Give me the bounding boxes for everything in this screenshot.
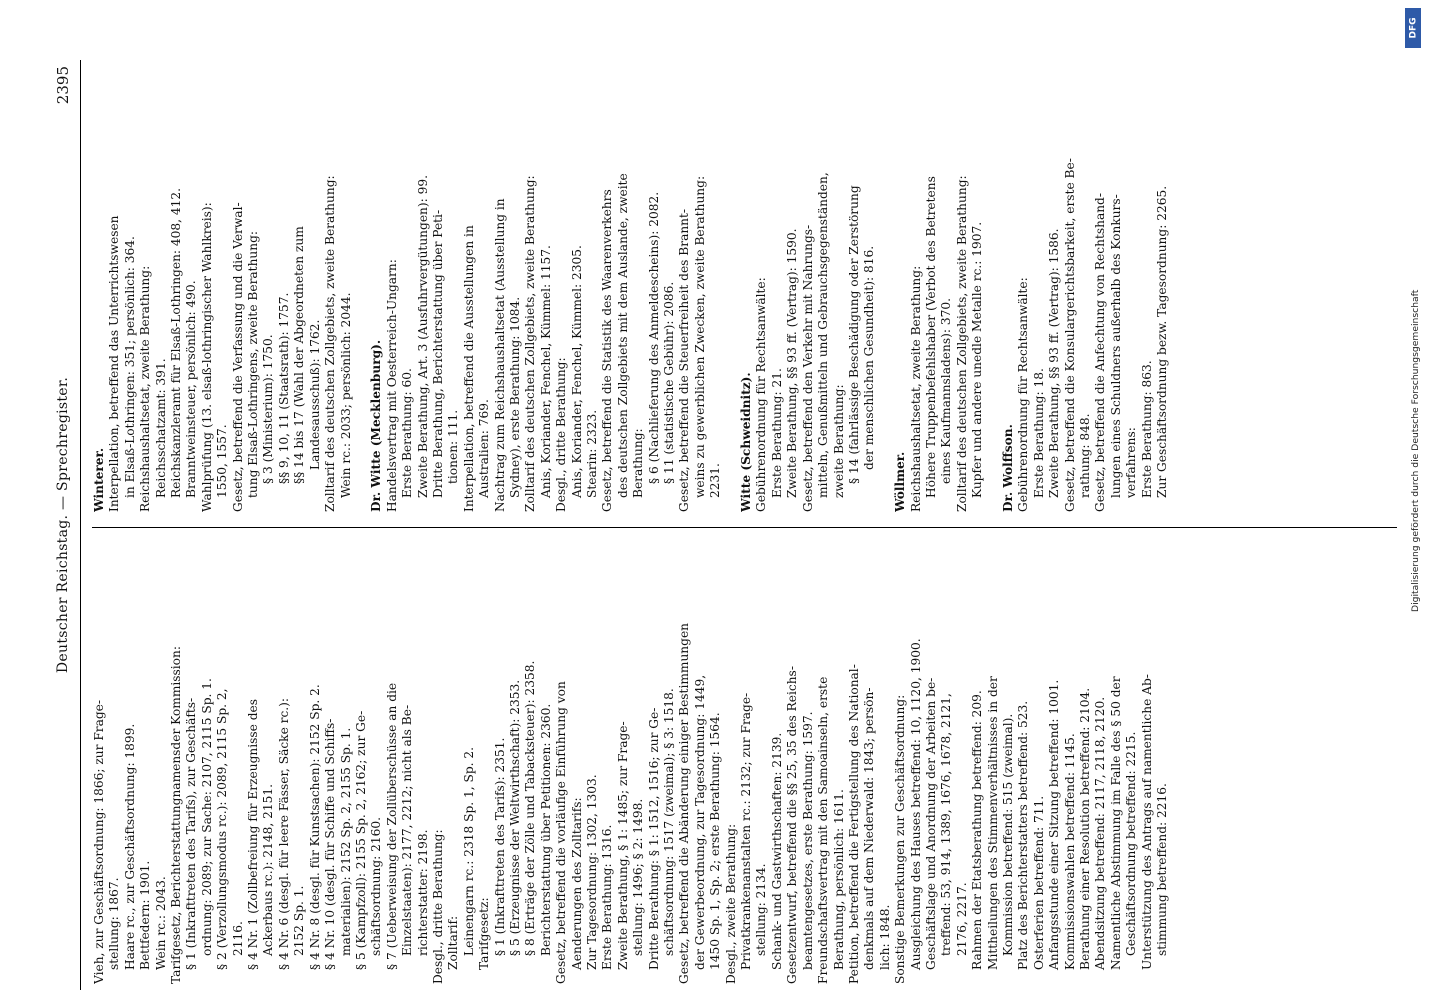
- register-line: Stearin: 2323.: [585, 409, 599, 498]
- register-line: Erste Berathung: 863.: [1139, 360, 1154, 498]
- register-line: § 6 (Nachlieferung des Anmeldescheins): 2082.: [646, 191, 661, 484]
- register-line: Handelsvertrag mit Oesterreich-Ungarn:: [384, 259, 399, 512]
- register-line: Leinengarn rc.: 2318 Sp. 1, Sp. 2.: [461, 746, 476, 956]
- dfg-logo: [1405, 8, 1421, 48]
- speaker-heading: Witte (Schweidnitz).: [739, 372, 754, 512]
- register-line: [724, 67, 739, 512]
- register-line: richterstatter: 2198.: [415, 829, 430, 956]
- register-line: § 1 (Inkrafttreten des Tarifs), zur Geschäfts-: [184, 697, 199, 970]
- register-line: Australien: 769.: [477, 399, 492, 498]
- register-line: Nachtrag zum Reichshaushaltsetat (Ausstellung in: [492, 198, 507, 512]
- register-line: Berathung, persönlich: 1611.: [831, 789, 846, 970]
- register-line: Aenderungen des Zolltarifs:: [569, 797, 584, 970]
- register-line: Unterstützung des Antrags auf namentliche Ab-: [1139, 674, 1154, 970]
- register-line: Geschäftsordnung betreffend: 2215.: [1124, 731, 1139, 956]
- register-line: § 4 Nr. 8 (desgl. für Kunstsachen): 2152 Sp. 2.: [307, 684, 322, 970]
- register-line: Zweite Berathung, § 1: 1485; zur Frage-: [615, 721, 630, 970]
- register-line: der menschlichen Gesundheit): 816.: [862, 245, 877, 470]
- register-line: Gebührenordnung für Rechtsanwälte:: [754, 277, 769, 512]
- speaker-heading: Dr. Witte (Mecklenburg).: [369, 339, 384, 512]
- register-line: Reichshaushaltsetat, zweite Berathung:: [138, 265, 153, 512]
- register-line: stellung: 1496; § 2: 1498.: [631, 798, 646, 956]
- right-column: [92, 67, 1170, 512]
- register-line: Sonstige Bemerkungen zur Geschäftsordnung:: [893, 694, 908, 984]
- register-line: Wein rc.: 2033; persönlich: 2044.: [338, 292, 353, 498]
- register-line: verfahrens:: [1124, 427, 1139, 498]
- register-line: Erste Berathung: 1316.: [600, 824, 615, 970]
- register-line: §§ 9, 10, 11 (Staatsrath): 1757.: [276, 292, 291, 484]
- register-line: Gesetzentwurf, betreffend die §§ 25, 35 des Reichs-: [785, 666, 800, 984]
- register-line: Zweite Berathung, §§ 93 ff. (Vertrag): 1590.: [785, 228, 800, 498]
- register-line: zweite Berathung:: [831, 384, 846, 498]
- register-line: [878, 67, 893, 512]
- register-line: Gesetz, betreffend die Statistik des Waarenverkehrs: [600, 189, 615, 512]
- register-line: Anis, Koriander, Fenchel, Kümmel: 2305.: [569, 245, 584, 498]
- register-line: Gebührenordnung für Rechtsanwälte:: [1016, 277, 1031, 512]
- register-line: [986, 67, 1001, 512]
- page-number: 2395: [54, 66, 72, 105]
- register-line: Zweite Berathung, Art. 3 (Ausfuhrvergütungen): 99.: [415, 175, 430, 498]
- register-line: schäftsordnung: 2160.: [369, 816, 384, 956]
- column-divider: [92, 527, 1397, 528]
- register-line: § 7 (Ueberweisung der Zollüberschüsse an die: [384, 682, 399, 970]
- register-line: § 11 (statistische Gebühr): 2086.: [662, 281, 677, 484]
- register-line: Erste Berathung: 18.: [1031, 368, 1046, 498]
- register-line: Rahmen der Etatsberathung betreffend: 209.: [970, 690, 985, 970]
- register-line: Kommissionswahlen betreffend: 1145.: [1062, 733, 1077, 970]
- register-line: Vieh, zur Geschäftsordnung: 1866; zur Frage-: [92, 699, 106, 984]
- register-line: rathung: 848.: [1078, 413, 1092, 498]
- register-line: lich: 1848.: [877, 904, 892, 970]
- speaker-heading: Dr. Wolffson.: [1000, 424, 1015, 512]
- register-line: materialien): 2152 Sp. 2, 2155 Sp. 1.: [338, 727, 353, 956]
- register-line: Erste Berathung: 21.: [769, 368, 784, 498]
- register-line: 2231.: [708, 463, 723, 498]
- register-line: stellung: 1867.: [107, 877, 122, 970]
- register-line: Dritte Berathung: § 1: 1512, 1516; zur Ge-: [646, 707, 661, 970]
- register-line: Desgl., dritte Berathung:: [554, 357, 569, 512]
- digitization-credit-text: Digitalisierung gefördert durch die Deutsche Forschungsgemeinschaft: [1410, 289, 1421, 612]
- dfg-logo-text: DFG: [1408, 17, 1419, 39]
- register-line: Gesetz, betreffend die Verfassung und die Verwal-: [230, 202, 245, 512]
- register-line: beamtengesetzes, erste Berathung: 1597.: [800, 711, 815, 970]
- register-line: Tarifgesetz, Berichterstattungnamensder Kommission:: [169, 646, 184, 984]
- register-line: Osterferien betreffend: 711.: [1031, 795, 1046, 970]
- register-line: Zolltarif des deutschen Zollgebiets, zweite Berathung:: [323, 175, 338, 512]
- register-line: Zolltarif des deutschen Zollgebiets, zweite Berathung:: [523, 175, 538, 512]
- register-line: Wein rc.: 2043.: [153, 876, 168, 970]
- register-line: Zolltarif:: [446, 915, 461, 970]
- document-page: [34, 60, 1414, 990]
- register-line: Einzelstaaten): 2177, 2212; nicht als Be-: [400, 704, 415, 956]
- register-line: tionen: 111.: [446, 409, 461, 484]
- register-line: Interpellation, betreffend das Unterrichtswesen: [107, 215, 122, 512]
- register-line: lungen eines Schuldners außerhalb des Konkurs-: [1108, 194, 1123, 498]
- register-line: schäftsordnung: 1517 (zweimal); § 3: 1518.: [662, 688, 677, 956]
- digitization-credit: [1408, 52, 1422, 612]
- register-line: Gesetz, betreffend die vorläufige Einführung von: [554, 681, 569, 984]
- register-line: ordnung: 2089; zur Sache: 2107, 2115 Sp. 1.: [199, 678, 214, 956]
- register-line: § 4 Nr. 10 (desgl. für Schiffe und Schiffs-: [323, 718, 338, 970]
- register-line: Privatkrankenanstalten rc.: 2132; zur Frage-: [739, 692, 754, 970]
- register-line: des deutschen Zollgebiets mit dem Auslande, zweite: [615, 173, 630, 498]
- register-line: [354, 67, 369, 512]
- register-line: Platz des Berichterstatters betreffend: 523.: [1016, 700, 1031, 970]
- register-line: § 14 (fahrlässige Beschädigung oder Zerstörung: [846, 185, 861, 484]
- register-line: treffend: 53, 914, 1389, 1676, 1678, 2121,: [939, 693, 954, 956]
- register-line: 1450 Sp. 1, Sp. 2; erste Berathung: 1564.: [708, 712, 723, 970]
- register-line: denkmals auf dem Niederwald: 1843; persön-: [862, 687, 877, 970]
- register-line: § 4 Nr. 1 (Zollbefreiung für Erzeugnisse des: [246, 699, 261, 970]
- register-line: Gesetz, betreffend die Anfechtung von Rechtshand-: [1093, 193, 1108, 512]
- register-line: Reichshaushaltsetat, zweite Berathung:: [908, 265, 923, 512]
- register-line: Zolltarif des deutschen Zollgebiets, zweite Berathung:: [954, 175, 969, 512]
- register-line: Wahlprüfung (13. elsaß-lothringischer Wahlkreis):: [199, 202, 214, 512]
- speaker-heading: Wöllmer.: [893, 451, 908, 512]
- register-line: Zur Geschäftsordnung bezw. Tagesordnung: 2265.: [1155, 185, 1170, 498]
- page-header: [52, 60, 81, 990]
- register-line: Freundschaftsvertrag mit den Samoainseln, erste: [816, 676, 831, 984]
- register-line: § 4 Nr. 6 (desgl. für leere Fässer, Säcke rc.):: [276, 697, 291, 970]
- register-line: Namentliche Abstimmung im Falle des § 50 der: [1108, 676, 1123, 970]
- register-line: Zur Tagesordnung: 1302, 1303.: [585, 774, 599, 970]
- register-line: Gesetz, betreffend die Abänderung einiger Bestimmungen: [677, 622, 692, 984]
- register-line: § 3 (Ministerium): 1750.: [261, 334, 276, 484]
- register-line: Desgl., zweite Berathung:: [723, 823, 738, 984]
- register-line: § 8 (Erträge der Zölle und Tabacksteuer): 2358.: [523, 660, 538, 956]
- register-line: Geschäftslage und Anordnung der Arbeiten be-: [923, 677, 938, 970]
- register-line: weins zu gewerblichen Zwecken, zweite Berathung:: [692, 175, 707, 498]
- register-line: Kupfer und andere unedle Metalle rc.: 1907.: [970, 221, 985, 498]
- register-line: Anis, Koriander, Fenchel, Kümmel: 1157.: [538, 245, 553, 498]
- register-line: Gesetz, betreffend die Steuerfreiheit des Brannt-: [677, 208, 692, 512]
- register-line: stellung: 2134.: [754, 863, 769, 956]
- register-line: Kommission betreffend: 515 (zweimal).: [1000, 713, 1015, 956]
- register-line: 1550, 1557.: [215, 424, 230, 498]
- register-line: Zweite Berathung, §§ 93 ff. (Vertrag): 1586.: [1047, 228, 1062, 498]
- register-line: Desgl., dritte Berathung:: [430, 829, 445, 984]
- register-line: Abendsitzung betreffend: 2117, 2118, 2120.: [1093, 696, 1108, 970]
- register-line: §§ 14 bis 17 (Wahl der Abgeordneten zum: [292, 226, 307, 484]
- register-line: tung Elsaß-Lothringens, zweite Berathung:: [246, 230, 261, 498]
- register-line: § 5 (Kampfzoll): 2155 Sp. 2, 2162; zur Ge-: [353, 710, 368, 970]
- register-line: § 1 (Inkrafttreten des Tarifs): 2351.: [492, 737, 507, 956]
- register-line: Reichsschatzamt: 391.: [153, 358, 168, 498]
- register-line: Sydney), erste Berathung: 1084.: [507, 296, 522, 498]
- register-line: Berathung:: [631, 428, 646, 498]
- register-line: Gesetz, betreffend den Verkehr mit Nahrungs-: [800, 224, 815, 512]
- register-line: eines Kaufmannsladens): 370.: [939, 298, 954, 484]
- register-line: Reichskanzleramt für Elsaß-Lothringen: 408, 412.: [169, 187, 184, 498]
- register-line: Tarifgesetz:: [477, 897, 492, 970]
- register-line: Landesausschuß): 1762.: [307, 319, 322, 470]
- register-line: Anfangsstunde einer Sitzung betreffend: 1001.: [1047, 679, 1062, 970]
- register-line: Berichterstattung über Petitionen: 2360.: [538, 703, 553, 956]
- register-line: Petition, betreffend die Fertigstellung des National-: [846, 664, 861, 984]
- speaker-heading: Winterer.: [92, 447, 106, 512]
- register-line: in Elsaß-Lothringen: 351; persönlich: 364.: [122, 236, 137, 498]
- register-line: mitteln, Genußmitteln und Gebrauchsgegenständen,: [816, 172, 831, 498]
- register-line: Ackerbaus rc.): 2148, 2151.: [261, 783, 276, 956]
- register-line: § 5 (Erzeugnisse der Weltwirthschaft): 2353.: [507, 679, 522, 956]
- left-column: [92, 539, 1170, 984]
- register-line: Branntweinsteuer, persönlich: 490.: [184, 280, 199, 498]
- register-line: Gesetz, betreffend die Konsulargerichtsbarkeit, erste Be-: [1062, 158, 1077, 512]
- register-line: § 2 (Verzollungsmodus rc.): 2089, 2115 Sp. 2,: [215, 688, 230, 970]
- register-line: Bettfedern: 1901.: [138, 860, 153, 970]
- register-line: Haare rc., zur Geschäftsordnung: 1899.: [122, 723, 137, 970]
- register-line: Interpellation, betreffend die Ausstellungen in: [461, 225, 476, 512]
- register-line: der Gewerbeordnung, zur Tagesordnung: 1449,: [692, 674, 707, 970]
- page-title: Deutscher Reichstag. — Sprechregister.: [55, 376, 71, 674]
- register-line: Erste Berathung: 60.: [400, 368, 415, 498]
- register-line: Dritte Berathung, Berichterstattung über Peti-: [430, 209, 445, 498]
- register-line: Höhere Truppenbefehlshaber (Verbot des Betretens: [923, 176, 938, 498]
- register-line: 2152 Sp. 1.: [292, 885, 307, 956]
- register-line: stimmung betreffend: 2216.: [1155, 783, 1170, 956]
- register-line: 2116.: [230, 921, 245, 956]
- register-line: Mittheilungen des Stimmenverhältnisses in der: [985, 676, 1000, 970]
- register-line: Schank- und Gastwirthschaften: 2139.: [769, 732, 784, 970]
- register-line: Berathung einer Resolution betreffend: 2104.: [1078, 687, 1092, 970]
- register-line: 2176, 2217.: [954, 882, 969, 956]
- register-line: Ausgleichung des Hauses betreffend: 10, 1120, 1900.: [908, 638, 923, 970]
